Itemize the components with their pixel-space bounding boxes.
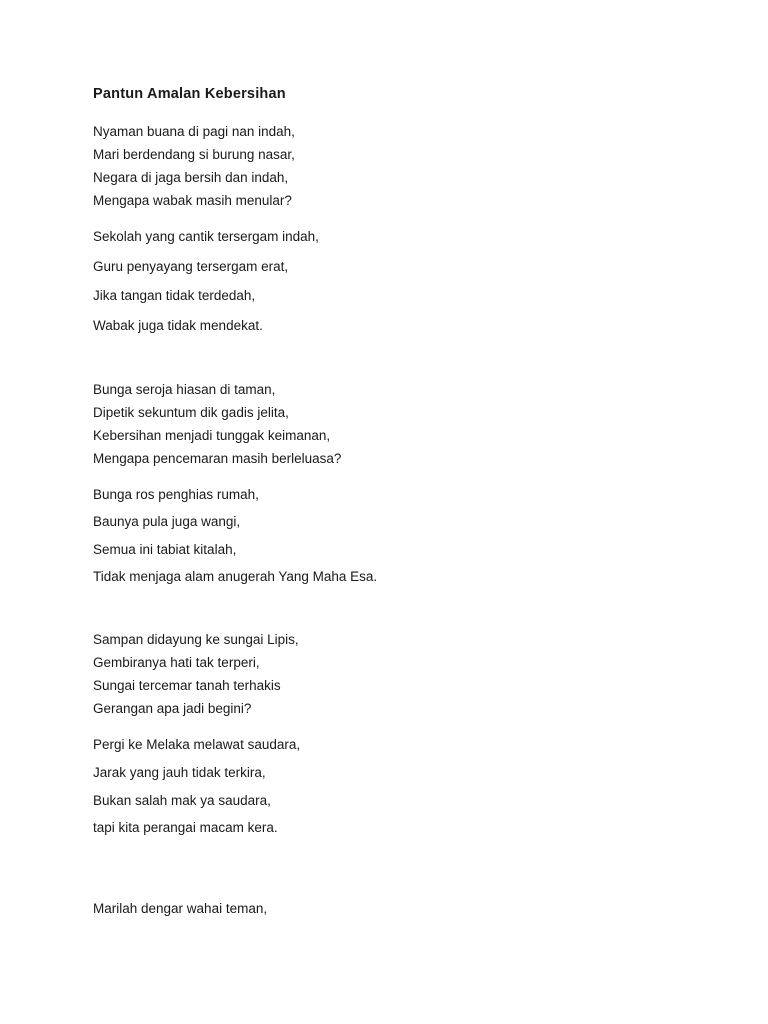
poem-line: Sungai tercemar tanah terhakis bbox=[93, 678, 281, 693]
poem-line: Gembiranya hati tak terperi, bbox=[93, 655, 260, 670]
poem-line: tapi kita perangai macam kera. bbox=[93, 820, 278, 835]
poem-line: Kebersihan menjadi tunggak keimanan, bbox=[93, 428, 331, 443]
poem-line: Baunya pula juga wangi, bbox=[93, 514, 241, 529]
poem-line: Mengapa pencemaran masih berleluasa? bbox=[93, 451, 342, 466]
poem-line: Tidak menjaga alam anugerah Yang Maha Esa. bbox=[93, 569, 378, 584]
poem-line: Nyaman buana di pagi nan indah, bbox=[93, 124, 295, 139]
poem-line: Mari berdendang si burung nasar, bbox=[93, 147, 295, 162]
poem-line: Dipetik sekuntum dik gadis jelita, bbox=[93, 405, 289, 420]
poem-line: Negara di jaga bersih dan indah, bbox=[93, 170, 289, 185]
poem-line: Wabak juga tidak mendekat. bbox=[93, 318, 263, 333]
poem-line: Sampan didayung ke sungai Lipis, bbox=[93, 632, 299, 647]
poem-line: Pergi ke Melaka melawat saudara, bbox=[93, 737, 301, 752]
poem-line: Jika tangan tidak terdedah, bbox=[93, 288, 256, 303]
document-title: Pantun Amalan Kebersihan bbox=[93, 86, 286, 102]
poem-line: Gerangan apa jadi begini? bbox=[93, 701, 252, 716]
poem-line: Bukan salah mak ya saudara, bbox=[93, 793, 271, 808]
poem-line: Marilah dengar wahai teman, bbox=[93, 901, 268, 916]
poem-line: Semua ini tabiat kitalah, bbox=[93, 542, 237, 557]
poem-line: Bunga seroja hiasan di taman, bbox=[93, 382, 276, 397]
poem-line: Jarak yang jauh tidak terkira, bbox=[93, 765, 266, 780]
poem-line: Sekolah yang cantik tersergam indah, bbox=[93, 229, 319, 244]
poem-line: Guru penyayang tersergam erat, bbox=[93, 259, 289, 274]
poem-line: Bunga ros penghias rumah, bbox=[93, 487, 259, 502]
poem-line: Mengapa wabak masih menular? bbox=[93, 193, 292, 208]
